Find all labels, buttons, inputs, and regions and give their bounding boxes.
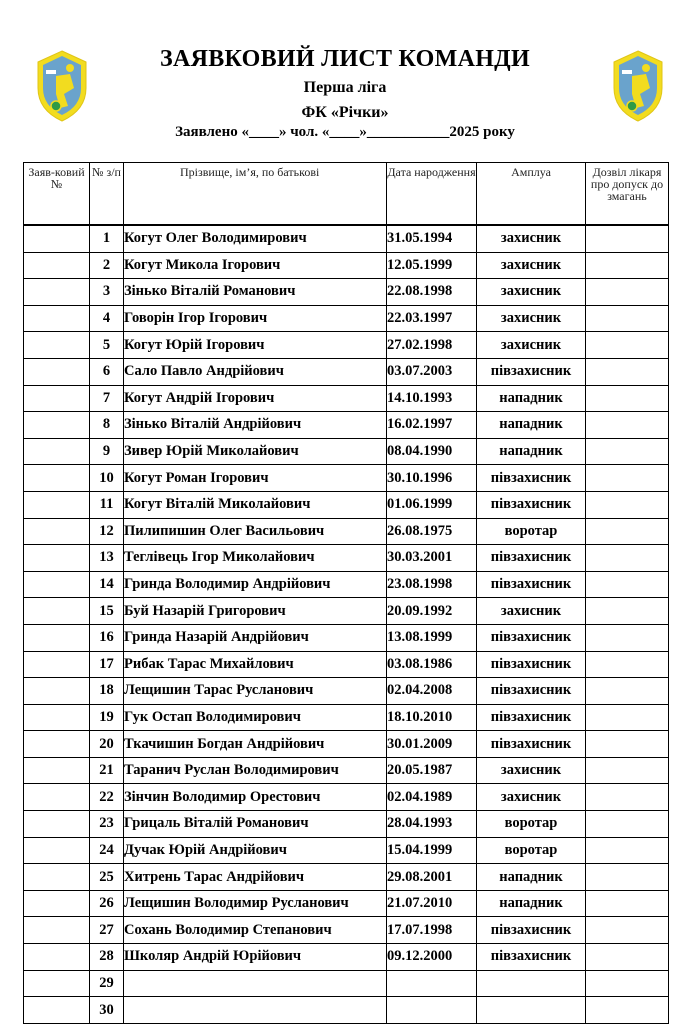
player-name-cell: Рибак Тарас Михайлович bbox=[124, 651, 387, 678]
col-header-app-no: Заяв-ковий № bbox=[24, 163, 90, 226]
position-cell: захисник bbox=[477, 598, 586, 625]
position-cell: півзахисник bbox=[477, 917, 586, 944]
seq-no-cell: 30 bbox=[90, 997, 124, 1024]
app-no-cell bbox=[24, 970, 90, 997]
table-row bbox=[24, 545, 669, 572]
seq-no-cell: 25 bbox=[90, 864, 124, 891]
player-name-cell: Когут Микола Ігорович bbox=[124, 252, 387, 279]
player-name-cell: Когут Віталій Миколайович bbox=[124, 491, 387, 518]
col-header-birth-date: Дата народження bbox=[387, 163, 477, 226]
birth-date-cell: 22.08.1998 bbox=[387, 279, 477, 306]
birth-date-cell: 15.04.1999 bbox=[387, 837, 477, 864]
player-name-cell: Лещишин Володимир Русланович bbox=[124, 890, 387, 917]
table-row bbox=[24, 784, 669, 811]
birth-date-cell: 02.04.1989 bbox=[387, 784, 477, 811]
birth-date-cell: 09.12.2000 bbox=[387, 944, 477, 971]
seq-no-cell: 17 bbox=[90, 651, 124, 678]
app-no-cell bbox=[24, 917, 90, 944]
position-cell: воротар bbox=[477, 811, 586, 838]
player-name-cell: Гринда Назарій Андрійович bbox=[124, 624, 387, 651]
birth-date-cell: 31.05.1994 bbox=[387, 225, 477, 252]
doctor-cell bbox=[586, 491, 669, 518]
birth-date-cell: 20.09.1992 bbox=[387, 598, 477, 625]
doctor-cell bbox=[586, 944, 669, 971]
doctor-cell bbox=[586, 970, 669, 997]
seq-no-cell: 3 bbox=[90, 279, 124, 306]
position-cell: захисник bbox=[477, 279, 586, 306]
birth-date-cell: 27.02.1998 bbox=[387, 332, 477, 359]
birth-date-cell: 30.01.2009 bbox=[387, 731, 477, 758]
position-cell: півзахисник bbox=[477, 624, 586, 651]
birth-date-cell: 30.03.2001 bbox=[387, 545, 477, 572]
seq-no-cell: 16 bbox=[90, 624, 124, 651]
table-header-row bbox=[24, 163, 669, 226]
doctor-cell bbox=[586, 385, 669, 412]
position-cell: захисник bbox=[477, 784, 586, 811]
player-name-cell: Зінчин Володимир Орестович bbox=[124, 784, 387, 811]
table-row bbox=[24, 279, 669, 306]
seq-no-cell: 24 bbox=[90, 837, 124, 864]
player-name-cell: Говорін Ігор Ігорович bbox=[124, 305, 387, 332]
player-name-cell: Гринда Володимир Андрійович bbox=[124, 571, 387, 598]
doctor-cell bbox=[586, 890, 669, 917]
player-name-cell: Зінько Віталій Андрійович bbox=[124, 412, 387, 439]
app-no-cell bbox=[24, 997, 90, 1024]
table-row bbox=[24, 385, 669, 412]
player-name-cell: Когут Олег Володимирович bbox=[124, 225, 387, 252]
app-no-cell bbox=[24, 811, 90, 838]
doctor-cell bbox=[586, 864, 669, 891]
table-row bbox=[24, 571, 669, 598]
birth-date-cell bbox=[387, 970, 477, 997]
seq-no-cell: 9 bbox=[90, 438, 124, 465]
birth-date-cell: 03.08.1986 bbox=[387, 651, 477, 678]
player-name-cell: Зінько Віталій Романович bbox=[124, 279, 387, 306]
col-header-full-name: Прізвище, ім’я, по батькові bbox=[124, 163, 387, 226]
app-no-cell bbox=[24, 412, 90, 439]
doctor-cell bbox=[586, 358, 669, 385]
col-header-doctor: Дозвіл лікаря про допуск до змагань bbox=[586, 163, 669, 226]
table-row bbox=[24, 890, 669, 917]
position-cell: півзахисник bbox=[477, 678, 586, 705]
table-row bbox=[24, 811, 669, 838]
position-cell: півзахисник bbox=[477, 545, 586, 572]
doctor-cell bbox=[586, 465, 669, 492]
seq-no-cell: 11 bbox=[90, 491, 124, 518]
position-cell: півзахисник bbox=[477, 571, 586, 598]
table-row bbox=[24, 678, 669, 705]
position-cell: захисник bbox=[477, 252, 586, 279]
seq-no-cell: 19 bbox=[90, 704, 124, 731]
table-row bbox=[24, 225, 669, 252]
app-no-cell bbox=[24, 279, 90, 306]
doctor-cell bbox=[586, 518, 669, 545]
seq-no-cell: 13 bbox=[90, 545, 124, 572]
player-name-cell: Пилипишин Олег Васильович bbox=[124, 518, 387, 545]
table-row bbox=[24, 518, 669, 545]
position-cell: нападник bbox=[477, 890, 586, 917]
app-no-cell bbox=[24, 598, 90, 625]
player-name-cell: Теглівець Ігор Миколайович bbox=[124, 545, 387, 572]
position-cell: захисник bbox=[477, 332, 586, 359]
player-name-cell: Когут Андрій Ігорович bbox=[124, 385, 387, 412]
position-cell bbox=[477, 970, 586, 997]
player-name-cell: Гук Остап Володимирович bbox=[124, 704, 387, 731]
app-no-cell bbox=[24, 571, 90, 598]
seq-no-cell: 22 bbox=[90, 784, 124, 811]
table-row bbox=[24, 252, 669, 279]
doctor-cell bbox=[586, 279, 669, 306]
player-name-cell bbox=[124, 997, 387, 1024]
seq-no-cell: 15 bbox=[90, 598, 124, 625]
position-cell: півзахисник bbox=[477, 358, 586, 385]
position-cell: захисник bbox=[477, 757, 586, 784]
table-row bbox=[24, 704, 669, 731]
col-header-position: Амплуа bbox=[477, 163, 586, 226]
seq-no-cell: 4 bbox=[90, 305, 124, 332]
table-row bbox=[24, 997, 669, 1024]
app-no-cell bbox=[24, 438, 90, 465]
position-cell: півзахисник bbox=[477, 944, 586, 971]
table-row bbox=[24, 305, 669, 332]
league-name: Перша ліга bbox=[303, 79, 387, 96]
app-no-cell bbox=[24, 890, 90, 917]
app-no-cell bbox=[24, 731, 90, 758]
birth-date-cell: 12.05.1999 bbox=[387, 252, 477, 279]
table-row bbox=[24, 358, 669, 385]
birth-date-cell: 18.10.2010 bbox=[387, 704, 477, 731]
birth-date-cell: 26.08.1975 bbox=[387, 518, 477, 545]
doctor-cell bbox=[586, 917, 669, 944]
table-row bbox=[24, 412, 669, 439]
position-cell: воротар bbox=[477, 837, 586, 864]
position-cell: захисник bbox=[477, 305, 586, 332]
app-no-cell bbox=[24, 864, 90, 891]
player-name-cell bbox=[124, 970, 387, 997]
table-row bbox=[24, 598, 669, 625]
app-no-cell bbox=[24, 784, 90, 811]
doctor-cell bbox=[586, 757, 669, 784]
seq-no-cell: 20 bbox=[90, 731, 124, 758]
document-title: ЗАЯВКОВИЙ ЛИСТ КОМАНДИ bbox=[160, 46, 530, 72]
table-row bbox=[24, 438, 669, 465]
seq-no-cell: 12 bbox=[90, 518, 124, 545]
player-name-cell: Грицаль Віталій Романович bbox=[124, 811, 387, 838]
birth-date-cell: 20.05.1987 bbox=[387, 757, 477, 784]
birth-date-cell: 29.08.2001 bbox=[387, 864, 477, 891]
player-name-cell: Таранич Руслан Володимирович bbox=[124, 757, 387, 784]
player-name-cell: Школяр Андрій Юрійович bbox=[124, 944, 387, 971]
birth-date-cell: 08.04.1990 bbox=[387, 438, 477, 465]
app-no-cell bbox=[24, 624, 90, 651]
app-no-cell bbox=[24, 385, 90, 412]
doctor-cell bbox=[586, 997, 669, 1024]
doctor-cell bbox=[586, 412, 669, 439]
app-no-cell bbox=[24, 944, 90, 971]
birth-date-cell: 28.04.1993 bbox=[387, 811, 477, 838]
seq-no-cell: 10 bbox=[90, 465, 124, 492]
seq-no-cell: 26 bbox=[90, 890, 124, 917]
table-row bbox=[24, 837, 669, 864]
doctor-cell bbox=[586, 651, 669, 678]
doctor-cell bbox=[586, 252, 669, 279]
app-no-cell bbox=[24, 465, 90, 492]
position-cell: півзахисник bbox=[477, 651, 586, 678]
player-name-cell: Буй Назарій Григорович bbox=[124, 598, 387, 625]
table-row bbox=[24, 944, 669, 971]
player-name-cell: Когут Роман Ігорович bbox=[124, 465, 387, 492]
birth-date-cell bbox=[387, 997, 477, 1024]
declared-line: Заявлено «____» чол. «____»___________2025 року bbox=[175, 124, 515, 140]
app-no-cell bbox=[24, 651, 90, 678]
player-name-cell: Лещишин Тарас Русланович bbox=[124, 678, 387, 705]
doctor-cell bbox=[586, 305, 669, 332]
player-name-cell: Когут Юрій Ігорович bbox=[124, 332, 387, 359]
position-cell: нападник bbox=[477, 385, 586, 412]
seq-no-cell: 23 bbox=[90, 811, 124, 838]
birth-date-cell: 21.07.2010 bbox=[387, 890, 477, 917]
birth-date-cell: 03.07.2003 bbox=[387, 358, 477, 385]
position-cell bbox=[477, 997, 586, 1024]
app-no-cell bbox=[24, 332, 90, 359]
player-name-cell: Зивер Юрій Миколайович bbox=[124, 438, 387, 465]
seq-no-cell: 6 bbox=[90, 358, 124, 385]
doctor-cell bbox=[586, 571, 669, 598]
player-name-cell: Ткачишин Богдан Андрійович bbox=[124, 731, 387, 758]
table-row bbox=[24, 970, 669, 997]
player-name-cell: Сохань Володимир Степанович bbox=[124, 917, 387, 944]
table-row bbox=[24, 465, 669, 492]
app-no-cell bbox=[24, 358, 90, 385]
position-cell: нападник bbox=[477, 438, 586, 465]
player-name-cell: Сало Павло Андрійович bbox=[124, 358, 387, 385]
app-no-cell bbox=[24, 252, 90, 279]
table-row bbox=[24, 917, 669, 944]
seq-no-cell: 18 bbox=[90, 678, 124, 705]
doctor-cell bbox=[586, 438, 669, 465]
table-row bbox=[24, 651, 669, 678]
birth-date-cell: 01.06.1999 bbox=[387, 491, 477, 518]
birth-date-cell: 22.03.1997 bbox=[387, 305, 477, 332]
table-row bbox=[24, 332, 669, 359]
doctor-cell bbox=[586, 678, 669, 705]
player-name-cell: Дучак Юрій Андрійович bbox=[124, 837, 387, 864]
table-row bbox=[24, 731, 669, 758]
position-cell: нападник bbox=[477, 864, 586, 891]
seq-no-cell: 1 bbox=[90, 225, 124, 252]
seq-no-cell: 5 bbox=[90, 332, 124, 359]
app-no-cell bbox=[24, 704, 90, 731]
doctor-cell bbox=[586, 624, 669, 651]
app-no-cell bbox=[24, 225, 90, 252]
position-cell: захисник bbox=[477, 225, 586, 252]
position-cell: півзахисник bbox=[477, 491, 586, 518]
seq-no-cell: 28 bbox=[90, 944, 124, 971]
player-name-cell: Хитрень Тарас Андрійович bbox=[124, 864, 387, 891]
doctor-cell bbox=[586, 704, 669, 731]
app-no-cell bbox=[24, 518, 90, 545]
app-no-cell bbox=[24, 678, 90, 705]
position-cell: півзахисник bbox=[477, 465, 586, 492]
position-cell: півзахисник bbox=[477, 731, 586, 758]
doctor-cell bbox=[586, 731, 669, 758]
roster-table bbox=[23, 162, 669, 1024]
position-cell: півзахисник bbox=[477, 704, 586, 731]
doctor-cell bbox=[586, 332, 669, 359]
doctor-cell bbox=[586, 225, 669, 252]
position-cell: нападник bbox=[477, 412, 586, 439]
app-no-cell bbox=[24, 545, 90, 572]
app-no-cell bbox=[24, 305, 90, 332]
doctor-cell bbox=[586, 545, 669, 572]
roster-body bbox=[24, 225, 669, 1023]
seq-no-cell: 8 bbox=[90, 412, 124, 439]
table-row bbox=[24, 757, 669, 784]
seq-no-cell: 27 bbox=[90, 917, 124, 944]
birth-date-cell: 14.10.1993 bbox=[387, 385, 477, 412]
doctor-cell bbox=[586, 837, 669, 864]
doctor-cell bbox=[586, 598, 669, 625]
seq-no-cell: 7 bbox=[90, 385, 124, 412]
app-no-cell bbox=[24, 757, 90, 784]
birth-date-cell: 13.08.1999 bbox=[387, 624, 477, 651]
birth-date-cell: 16.02.1997 bbox=[387, 412, 477, 439]
birth-date-cell: 02.04.2008 bbox=[387, 678, 477, 705]
club-name: ФК «Річки» bbox=[301, 104, 389, 121]
doctor-cell bbox=[586, 784, 669, 811]
seq-no-cell: 21 bbox=[90, 757, 124, 784]
birth-date-cell: 30.10.1996 bbox=[387, 465, 477, 492]
table-row bbox=[24, 624, 669, 651]
app-no-cell bbox=[24, 491, 90, 518]
seq-no-cell: 2 bbox=[90, 252, 124, 279]
col-header-seq-no: № з/п bbox=[90, 163, 124, 226]
seq-no-cell: 29 bbox=[90, 970, 124, 997]
birth-date-cell: 17.07.1998 bbox=[387, 917, 477, 944]
position-cell: воротар bbox=[477, 518, 586, 545]
table-row bbox=[24, 864, 669, 891]
birth-date-cell: 23.08.1998 bbox=[387, 571, 477, 598]
table-row bbox=[24, 491, 669, 518]
seq-no-cell: 14 bbox=[90, 571, 124, 598]
doctor-cell bbox=[586, 811, 669, 838]
app-no-cell bbox=[24, 837, 90, 864]
